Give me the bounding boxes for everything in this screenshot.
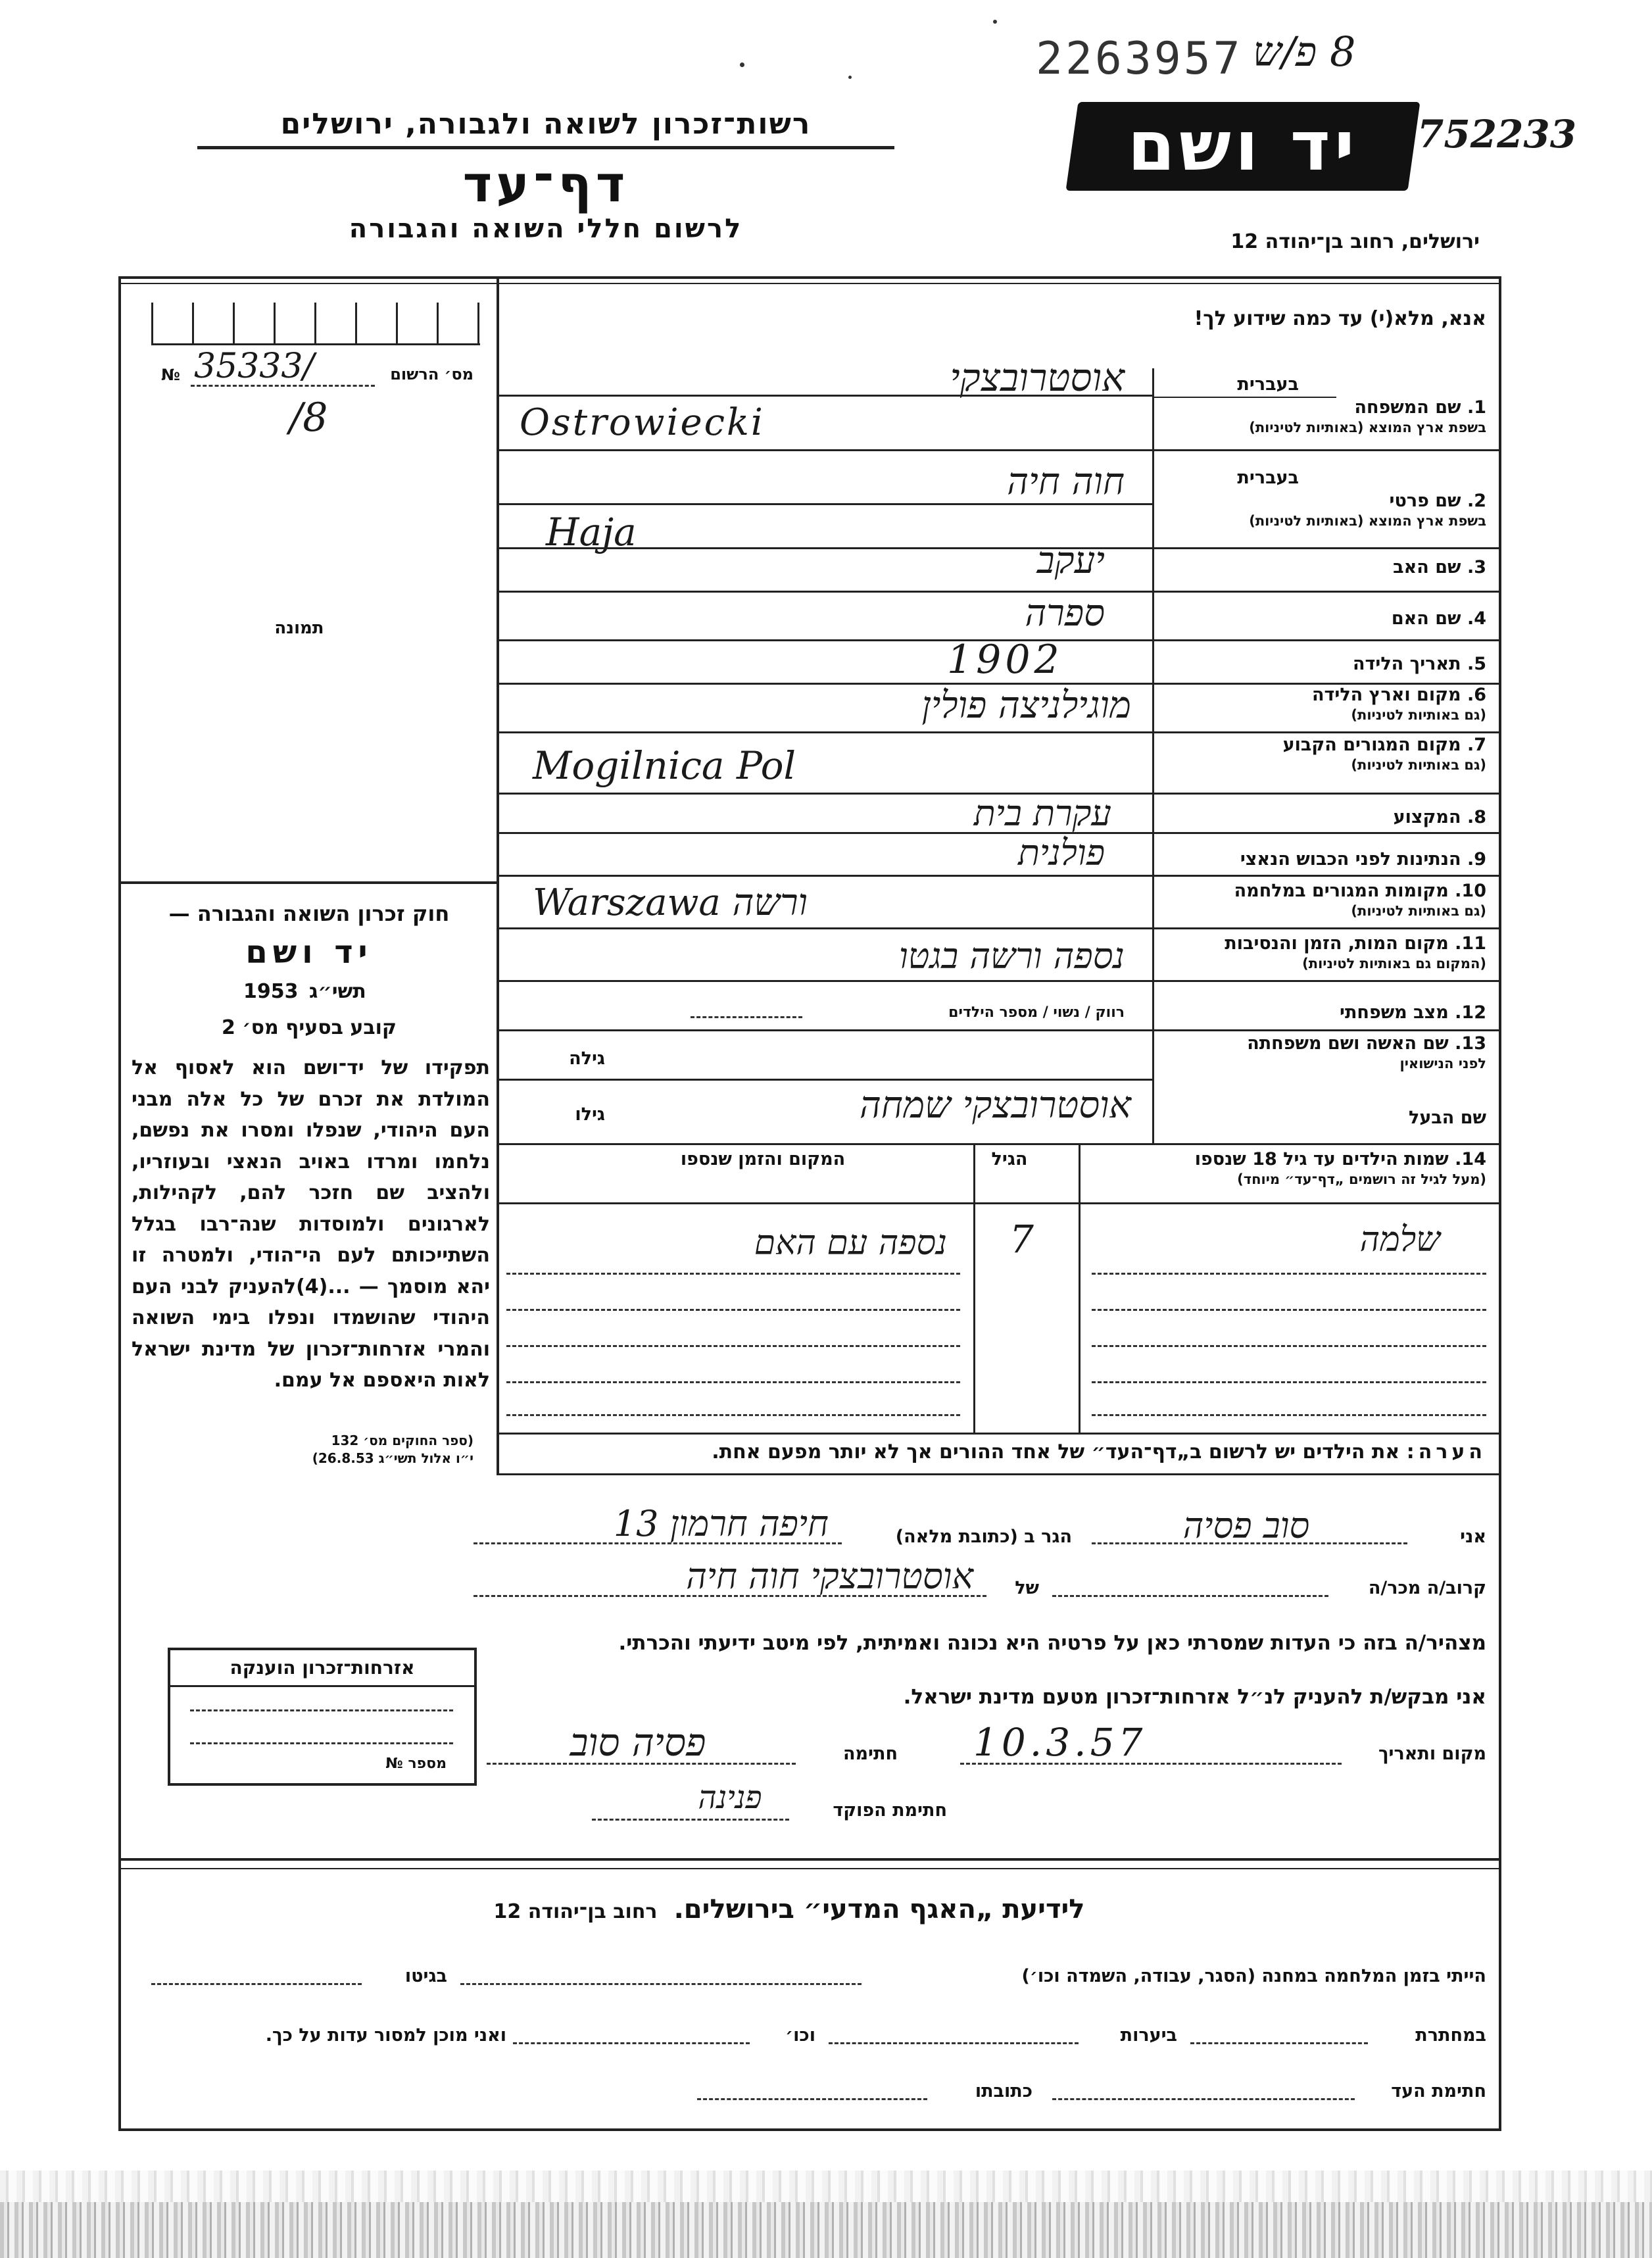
f8-label-text: המקצוע — [1393, 807, 1461, 827]
children-num: 14. — [1455, 1149, 1486, 1169]
decl-official-label: חתימת הפוקד — [833, 1800, 947, 1821]
f6-sub: (גם באותיות לטיניות) — [1351, 707, 1486, 723]
f12-label — [1157, 1003, 1486, 1023]
decl-signature-line — [487, 1763, 796, 1765]
f8-label — [1157, 808, 1486, 827]
law-ref-1: (ספר החוקים מס׳ 132 — [331, 1433, 474, 1448]
f10-label-text: מקומות המגורים במלחמה — [1234, 881, 1449, 901]
child-row-1 — [506, 1273, 960, 1275]
decl-signature-label: חתימה — [842, 1744, 898, 1764]
f10-value: Warszawa ורשה — [533, 881, 808, 924]
f1-num: 1. — [1467, 397, 1486, 418]
yad-vashem-logo — [1066, 102, 1421, 191]
citizenship-box-title: אזרחות־זכרון הוענקה — [170, 1650, 474, 1687]
children-label-text: שמות הילדים עד גיל 18 שנספו — [1194, 1149, 1449, 1169]
citizenship-box — [168, 1648, 477, 1786]
f2-label — [1157, 491, 1486, 531]
husband-age-label: גילו — [575, 1104, 605, 1125]
photo-label: תמונה — [274, 618, 324, 638]
f5-num: 5. — [1467, 654, 1486, 674]
child-1-age: 7 — [1009, 1217, 1034, 1262]
f13-line — [497, 1143, 1501, 1145]
reg-ticks — [151, 303, 480, 345]
children-head-line — [497, 1202, 1501, 1204]
logo-text: יד ושם — [1127, 106, 1359, 186]
bottom-line2-fill-c — [513, 2042, 750, 2044]
f6-label — [1157, 685, 1486, 725]
f5-value: 1902 — [947, 637, 1063, 683]
handwritten-number: 2263957 — [1036, 33, 1243, 85]
bottom-line2-fill-b — [829, 2042, 1079, 2044]
f7-label — [1157, 735, 1486, 775]
f10-sub: (גם באותיות לטיניות) — [1351, 903, 1486, 919]
bottom-line3-b: כתובתו — [975, 2081, 1032, 2101]
f1-tag-text: בעברית — [1237, 374, 1299, 395]
bottom-title: לידיעת „האגף המדעי״ בירושלים. — [673, 1894, 1085, 1925]
husband-label-text: שם הבעל — [1408, 1108, 1486, 1128]
f1-sub: בשפת ארץ המוצא (באותיות לטיניות) — [1249, 420, 1486, 435]
f2-latin-value: Haja — [546, 510, 637, 554]
intro-text: אנא, מלא(י) עד כמה שידוע לך! — [1194, 307, 1486, 330]
citizenship-line-2 — [190, 1742, 453, 1744]
f11-label-text: מקום המות, הזמן והנסיבות — [1225, 933, 1449, 954]
children-note-label: הערה: — [1406, 1440, 1486, 1463]
f7-num: 7. — [1467, 735, 1486, 755]
f2-tag-text: בעברית — [1237, 468, 1299, 488]
child-row-4b — [1092, 1381, 1486, 1383]
decl-relation-label: קרוב/ה מכר/ה — [1368, 1578, 1486, 1598]
citizenship-line-1 — [190, 1709, 453, 1711]
f1-row-line-2 — [497, 449, 1501, 451]
child-1-place: נספה עם האם — [754, 1223, 947, 1263]
law-clause: קובע בסעיף מס׳ 2 — [221, 1016, 397, 1039]
photo-box-bottom — [118, 881, 497, 884]
bottom-line1-fill-b — [151, 1983, 362, 1985]
decl-place-date-label: מקום ותאריך — [1378, 1744, 1486, 1764]
f2-sub: בשפת ארץ המוצא (באותיות לטיניות) — [1249, 513, 1486, 529]
husband-label — [1157, 1108, 1486, 1128]
bottom-section-line-2 — [118, 1868, 1501, 1869]
children-v1 — [1079, 1143, 1081, 1433]
decl-address-line — [474, 1542, 842, 1544]
child-row-3b — [1092, 1345, 1486, 1347]
f7-value: Mogilnica Pol — [533, 743, 796, 788]
bottom-line1-b: בגיטו — [404, 1966, 447, 1986]
f12-dots — [691, 1016, 802, 1018]
f4-value: ספרה — [1025, 592, 1105, 635]
scan-speck — [740, 62, 744, 67]
f6-label-text: מקום וארץ הלידה — [1311, 685, 1461, 705]
child-row-5b — [1092, 1414, 1486, 1416]
reg-no-sub: /8 — [289, 395, 328, 441]
f9-label-text: הנתינות לפני הכבוש הנאצי — [1240, 849, 1461, 870]
decl-witness-name: סוב פסיה — [1182, 1505, 1310, 1546]
decl-date-line — [960, 1763, 1342, 1765]
f11-sub: (המקום גם באותיות לטיניות) — [1302, 956, 1486, 971]
decl-statement: מצהיר/ה בזה כי העדות שמסרתי כאן על פרטיה היא נכונה ואמיתית, לפי מיטב ידיעתי והכרתי. — [618, 1631, 1486, 1655]
f1-label-text: שם המשפחה — [1354, 397, 1461, 418]
f12-line — [497, 1029, 1501, 1031]
f6-num: 6. — [1467, 685, 1486, 705]
f9-label — [1157, 850, 1486, 870]
f1-line-a — [1152, 397, 1336, 398]
f2-heb-value: חוה חיה — [1007, 460, 1125, 503]
f1-heb-value: אוסטרובצקי — [950, 355, 1125, 400]
f3-value: יעקב — [1036, 539, 1105, 582]
frame-inner-top — [118, 283, 1501, 284]
citizenship-box-no: מספר № — [385, 1755, 447, 1772]
header-address: ירושלים, רחוב בן־יהודה 12 — [1230, 230, 1480, 253]
husband-value: אוסטרובצקי שמחה — [859, 1084, 1131, 1127]
bottom-section-line-1 — [118, 1858, 1501, 1861]
f4-label-text: שם האם — [1391, 608, 1461, 629]
decl-official-value: פנינה — [698, 1779, 762, 1816]
bottom-line2-a: במחתרת — [1415, 2025, 1486, 2046]
children-col-place: המקום והזמן שנספו — [680, 1149, 846, 1169]
f9-num: 9. — [1467, 849, 1486, 870]
f2-label-text: שם פרטי — [1389, 491, 1461, 511]
f2-hebrew-tag — [1177, 468, 1299, 488]
f3-label — [1157, 558, 1486, 577]
f13-label — [1157, 1034, 1486, 1073]
institution-name: רשות־זכרון לשואה ולגבורה, ירושלים — [280, 107, 812, 141]
f1-hebrew-tag — [1177, 375, 1299, 395]
children-bottom-line — [497, 1433, 1501, 1435]
bottom-line3-fill-b — [697, 2098, 927, 2100]
form-subtitle: לרשום חללי השואה והגבורה — [349, 214, 743, 244]
f6-line — [497, 731, 1501, 733]
field-label-divider — [1152, 368, 1154, 1144]
child-row-3 — [506, 1345, 960, 1347]
scan-speck — [848, 76, 852, 79]
bottom-address: רחוב בן־יהודה 12 — [493, 1900, 658, 1923]
children-note-text: את הילדים יש לרשום ב„דף־העד״ של אחד ההורים אך לא יותר מפעם אחת. — [712, 1440, 1400, 1463]
law-year: 1953 — [243, 980, 299, 1003]
child-row-2b — [1092, 1309, 1486, 1311]
child-row-1b — [1092, 1273, 1486, 1275]
decl-address: חיפה חרמון 13 — [613, 1503, 829, 1544]
law-text: תפקידו של יד־ושם הוא לאסוף אל המולדת את זכרם של כל אלה מבני העם היהודי, שנפלו ומסרו את נפשם, נלחמו ומרדו באויב הנאצי ובעוזריו, ולהציב שם חזכר להם, לקהילות, לארגונים ולמוסדות שנה־רבו בגלל השתייכותם לעם הי־הודי, ולמטרה זו יהא מוסמך — ...(4)להעניק לבני העם היהודי שהושמדו ונפלו בימי השואה והמרי אזרחות־זכרון של מדינת ישראל לאות היאספם אל עמם. — [132, 1056, 490, 1392]
law-title-2: יד ושם — [245, 934, 373, 971]
bottom-line2-c: וכו׳ — [785, 2025, 815, 2046]
f1-row-line-1 — [497, 395, 1152, 397]
f11-label — [1157, 934, 1486, 973]
child-row-4 — [506, 1381, 960, 1383]
child-row-2 — [506, 1309, 960, 1311]
f12-note: רווק / נשוי / מספר הילדים — [948, 1004, 1125, 1021]
bottom-line3-a: חתימת העד — [1391, 2081, 1486, 2101]
f9-line — [497, 875, 1501, 877]
f13-sub: לפני הנישואין — [1399, 1056, 1486, 1071]
f10-label — [1157, 881, 1486, 921]
declaration-top-line — [497, 1473, 1501, 1475]
reg-no-line — [191, 385, 375, 387]
scan-speck — [993, 20, 997, 24]
f5-label — [1157, 654, 1486, 674]
f7-label-text: מקום המגורים הקבוע — [1282, 735, 1461, 755]
f4-num: 4. — [1467, 608, 1486, 629]
decl-name-line — [1092, 1542, 1407, 1544]
header-rule — [197, 146, 894, 149]
f11-num: 11. — [1455, 933, 1486, 954]
f13-mid-line — [497, 1079, 1152, 1081]
f3-label-text: שם האב — [1393, 557, 1461, 577]
f13-label-text: שם האשה ושם משפחתה — [1247, 1033, 1449, 1054]
bottom-title-row — [263, 1894, 1315, 1925]
decl-of-label: של — [1015, 1578, 1039, 1598]
children-note — [506, 1440, 1486, 1463]
decl-official-line — [592, 1819, 789, 1821]
reg-no-prefix: № — [161, 366, 180, 384]
f3-num: 3. — [1467, 557, 1486, 577]
scan-artifact-footer — [0, 2202, 1652, 2258]
decl-of-line — [474, 1595, 986, 1597]
children-label — [1079, 1150, 1486, 1189]
law-ref-2: י״ו אלול תשי״ג 26.8.53) — [312, 1450, 474, 1466]
bottom-line2-b: ביערות — [1120, 2025, 1177, 2046]
f5-label-text: תאריך הלידה — [1352, 654, 1461, 674]
reg-no-label: מס׳ הרשום — [390, 365, 474, 383]
decl-date-value: 10.3.57 — [973, 1720, 1147, 1765]
decl-resides-label: הגר ב (כתובת מלאה) — [895, 1527, 1072, 1547]
children-v2 — [973, 1143, 975, 1433]
f2-num: 2. — [1467, 491, 1486, 511]
scan-artifact-band — [0, 2171, 1652, 2202]
f11-value: נספה ורשה בגטו — [898, 935, 1125, 977]
f7-sub: (גם באותיות לטיניות) — [1351, 757, 1486, 773]
f8-num: 8. — [1467, 807, 1486, 827]
child-1-name: שלמה — [1359, 1220, 1440, 1260]
law-year-heb: תשי״ג — [309, 980, 366, 1003]
reg-no-value: 35333/ — [194, 347, 314, 386]
handwritten-file-ref: 8 פ/ש — [1253, 28, 1356, 76]
children-col-age: הגיל — [991, 1149, 1028, 1169]
decl-i-label: אני — [1460, 1527, 1486, 1547]
bottom-line2-d: ואני מוכן למסור עדות על כך. — [265, 2025, 506, 2046]
bottom-line1-fill-a — [460, 1983, 862, 1985]
f8-value: עקרת בית — [973, 793, 1111, 834]
f12-label-text: מצב משפחתי — [1340, 1002, 1449, 1023]
f11-line — [497, 980, 1501, 982]
decl-relation-line — [1052, 1595, 1328, 1597]
f13-num: 13. — [1455, 1033, 1486, 1054]
handwritten-code: 752233 — [1417, 112, 1577, 157]
f12-num: 12. — [1455, 1002, 1486, 1023]
f10-line — [497, 927, 1501, 929]
law-title-1: חוק זכרון השואה והגבורה — — [168, 901, 450, 926]
decl-of-value: אוסטרובצקי חוה חיה — [686, 1556, 973, 1597]
f4-label — [1157, 609, 1486, 629]
f2-row-line-1 — [497, 503, 1152, 505]
f6-value: מוגילניצה פולין — [921, 684, 1131, 727]
f13-age-label: גילה — [569, 1048, 605, 1069]
bottom-line1-a: הייתי בזמן המלחמה במחנה (הסגר, עבודה, השמדה וכו׳) — [1021, 1966, 1486, 1986]
child-row-5 — [506, 1414, 960, 1416]
decl-signature-value: פסיה סוב — [570, 1720, 706, 1765]
f1-label — [1157, 398, 1486, 437]
decl-request: אני מבקש/ת להעניק לנ״ל אזרחות־זכרון מטעם מדינת ישראל. — [903, 1685, 1486, 1709]
bottom-line2-fill-a — [1190, 2042, 1368, 2044]
f9-value: פולנית — [1017, 832, 1105, 873]
children-sub: (מעל לגיל זה רושמים „דף־עד״ מיוחד) — [1237, 1171, 1486, 1187]
f1-latin-value: Ostrowiecki — [520, 401, 765, 444]
form-title: דף־עד — [462, 155, 629, 213]
bottom-line3-fill-a — [1052, 2098, 1355, 2100]
f10-num: 10. — [1455, 881, 1486, 901]
